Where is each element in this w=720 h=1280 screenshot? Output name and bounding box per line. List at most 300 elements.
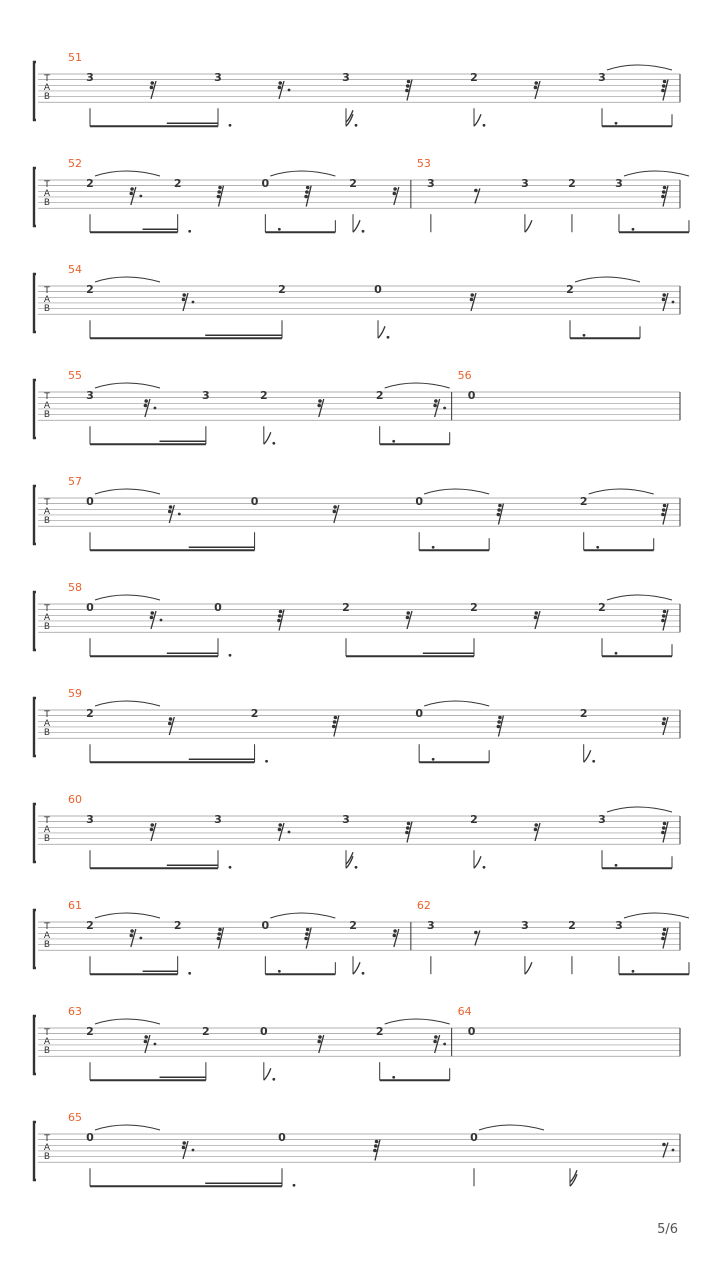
fret-number: 3 [427, 177, 435, 190]
tie-arc [95, 1019, 160, 1024]
tab-clef-letter: B [43, 622, 51, 632]
tie-arc [95, 277, 160, 282]
rest-flag [434, 399, 438, 403]
rest-flag [168, 510, 172, 514]
measure-number: 62 [416, 899, 431, 912]
rest-flag [374, 1144, 378, 1148]
rest-flag [662, 84, 666, 88]
tie-arc [270, 171, 335, 176]
rest-flag [306, 928, 310, 932]
rest-flag [169, 505, 173, 509]
rest-flag [498, 504, 502, 508]
duration-dot [362, 230, 365, 233]
rest-flag [407, 80, 411, 84]
tab-clef-letter: B [43, 940, 51, 950]
fret-number: 2 [470, 71, 478, 84]
fret-number: 2 [342, 601, 350, 614]
fret-number: 2 [568, 919, 576, 932]
duration-dot [432, 758, 435, 761]
fret-number: 0 [86, 1131, 94, 1144]
fret-number: 2 [349, 919, 357, 932]
staff-system [34, 581, 680, 657]
tie-arc [607, 595, 672, 600]
rest-flag [662, 508, 666, 512]
fret-number: 3 [214, 813, 222, 826]
staff-system [34, 687, 680, 763]
rest-flag [406, 611, 410, 615]
staff-system [34, 369, 680, 445]
rest-flag [498, 716, 502, 720]
system-bracket [34, 486, 36, 544]
note-flag [264, 1068, 271, 1080]
rest-flag [278, 86, 282, 90]
tab-clef-letter: T [44, 74, 50, 84]
staff-system [34, 475, 680, 550]
tab-clef-letter: B [43, 1152, 51, 1162]
duration-dot [596, 546, 599, 549]
fret-number: 0 [467, 1025, 476, 1038]
rest-flag [182, 298, 186, 302]
fret-number: 3 [598, 813, 606, 826]
rest-flag [218, 928, 222, 932]
measure-number: 53 [416, 157, 431, 170]
staff-system [34, 51, 680, 127]
rest-flag [182, 1146, 186, 1150]
duration-dot [265, 760, 268, 763]
tab-clef-letter: A [43, 719, 51, 729]
rest-flag [433, 1040, 437, 1044]
duration-dot [229, 654, 232, 657]
rest-flag [150, 611, 154, 615]
rest-flag [662, 1143, 666, 1147]
tab-clef-letter: T [44, 286, 50, 296]
fret-number: 2 [349, 177, 357, 190]
tie-arc [95, 383, 160, 388]
rest-flag [129, 192, 133, 196]
rest-flag [168, 722, 172, 726]
rest-flag [662, 932, 666, 936]
rest-flag [144, 404, 148, 408]
duration-dot [355, 866, 358, 869]
rest-flag [406, 84, 410, 88]
fret-number: 2 [86, 707, 94, 720]
fret-number: 3 [342, 71, 350, 84]
rest-flag [497, 513, 501, 517]
system-bracket [34, 910, 36, 968]
fret-number: 2 [86, 177, 94, 190]
tie-arc [95, 489, 160, 494]
tab-clef-letter: T [44, 1134, 50, 1144]
fret-number: 3 [598, 71, 606, 84]
rest-flag [217, 195, 221, 199]
tab-clef-letter: B [43, 198, 51, 208]
rest-flag [497, 508, 501, 512]
note-flag [584, 750, 591, 762]
note-flag [525, 962, 532, 974]
rest-flag [661, 513, 665, 517]
measure-number: 55 [68, 369, 82, 382]
rest-flag [663, 610, 667, 614]
fret-number: 3 [521, 919, 529, 932]
duration-dot [278, 970, 281, 973]
rest-flag [407, 822, 411, 826]
tab-clef-letter: B [43, 92, 51, 102]
rest-dot [178, 513, 181, 516]
fret-number: 2 [470, 601, 478, 614]
fret-number: 2 [375, 389, 384, 402]
rest-flag [661, 195, 665, 199]
fret-number: 2 [568, 177, 576, 190]
rest-dot [672, 1149, 675, 1152]
tab-clef-letter: A [43, 825, 51, 835]
duration-dot [392, 440, 395, 443]
duration-dot [392, 1076, 395, 1079]
rest-flag [393, 929, 397, 933]
duration-dot [272, 1078, 275, 1081]
rest-flag [218, 186, 222, 190]
duration-dot [632, 228, 635, 231]
rest-flag [130, 929, 134, 933]
rest-flag [663, 928, 667, 932]
rest-flag [663, 822, 667, 826]
staff-system [34, 899, 689, 975]
rest-flag [470, 298, 474, 302]
fret-number: 3 [214, 71, 222, 84]
rest-dot [288, 89, 291, 92]
rest-flag [474, 931, 478, 935]
duration-dot [272, 442, 275, 445]
rest-flag [217, 190, 221, 194]
rest-flag [318, 1035, 322, 1039]
rest-flag [534, 611, 538, 615]
rest-flag [304, 937, 308, 941]
tie-arc [270, 913, 335, 918]
rest-flag [375, 1140, 379, 1144]
tie-arc [589, 489, 654, 494]
rest-flag [333, 720, 337, 724]
fret-number: 2 [250, 707, 259, 720]
fret-number: 3 [86, 71, 94, 84]
fret-number: 3 [615, 919, 623, 932]
fret-number: 2 [579, 495, 588, 508]
rest-flag [278, 81, 282, 85]
rest-flag [534, 823, 538, 827]
rest-flag [130, 187, 134, 191]
fret-number: 3 [202, 389, 210, 402]
system-bracket [34, 62, 36, 120]
measure-number: 54 [68, 263, 82, 276]
tie-arc [95, 1125, 160, 1130]
measure-number: 61 [68, 899, 82, 912]
rest-dot [154, 1043, 157, 1046]
rest-dot [139, 195, 142, 198]
system-bracket [34, 1016, 36, 1074]
staff-system [34, 793, 680, 869]
rest-flag [497, 720, 501, 724]
note-flag [353, 962, 360, 974]
rest-flag [278, 614, 282, 618]
tie-arc [95, 701, 160, 706]
rest-flag [334, 716, 338, 720]
tie-arc [95, 913, 160, 918]
rest-flag [470, 293, 474, 297]
rest-dot [160, 619, 163, 622]
note-flag [353, 220, 360, 232]
fret-number: 0 [261, 919, 270, 932]
tie-arc [95, 595, 160, 600]
tab-clef-letter: A [43, 931, 51, 941]
rest-flag [474, 189, 478, 193]
rest-flag [433, 404, 437, 408]
note-flag [525, 220, 532, 232]
rest-flag [333, 510, 337, 514]
measure-number: 57 [68, 475, 82, 488]
rest-flag [144, 1035, 148, 1039]
tab-clef-letter: A [43, 295, 51, 305]
tab-clef-letter: B [43, 516, 51, 526]
rest-dot [443, 1043, 446, 1046]
rest-flag [169, 717, 173, 721]
rest-dot [192, 1149, 195, 1152]
measure-number: 64 [457, 1005, 472, 1018]
tie-arc [624, 171, 689, 176]
note-flag [264, 432, 271, 444]
rest-flag [661, 89, 665, 93]
rest-flag [144, 399, 148, 403]
tie-arc [424, 489, 489, 494]
rest-dot [154, 407, 157, 410]
rest-flag [405, 89, 409, 93]
system-bracket [34, 592, 36, 650]
tie-arc [607, 65, 672, 70]
rest-flag [150, 81, 154, 85]
tab-clef-letter: A [43, 401, 51, 411]
staff-system [34, 263, 680, 339]
fret-number: 0 [86, 495, 94, 508]
system-bracket [34, 380, 36, 438]
duration-dot [615, 864, 618, 867]
tie-arc [607, 807, 672, 812]
fret-number: 0 [415, 495, 423, 508]
fret-number: 3 [521, 177, 529, 190]
duration-dot [632, 970, 635, 973]
rest-flag [150, 823, 154, 827]
tab-clef-letter: T [44, 604, 50, 614]
duration-dot [615, 652, 618, 655]
fret-number: 2 [86, 919, 94, 932]
rest-flag [406, 826, 410, 830]
tab-clef-letter: T [44, 498, 50, 508]
fret-number: 0 [86, 601, 94, 614]
rest-flag [661, 831, 665, 835]
duration-dot [229, 124, 232, 127]
rest-flag [217, 932, 221, 936]
rest-dot [288, 831, 291, 834]
system-bracket [34, 698, 36, 756]
fret-number: 3 [86, 389, 94, 402]
tab-clef-letter: B [43, 304, 51, 314]
rest-flag [663, 80, 667, 84]
rest-flag [150, 616, 154, 620]
fret-number: 3 [86, 813, 94, 826]
fret-number: 3 [427, 919, 435, 932]
fret-number: 2 [202, 1025, 210, 1038]
rest-flag [129, 934, 133, 938]
rest-flag [662, 190, 666, 194]
staff-system [34, 157, 689, 233]
tie-arc [575, 277, 640, 282]
fret-number: 0 [374, 283, 382, 296]
rest-flag [144, 1040, 148, 1044]
measure-number: 58 [68, 581, 82, 594]
tab-clef-letter: A [43, 613, 51, 623]
fret-number: 2 [259, 389, 268, 402]
rest-flag [278, 823, 282, 827]
fret-number: 0 [250, 495, 259, 508]
tie-arc [479, 1125, 544, 1130]
fret-number: 3 [342, 813, 350, 826]
rest-flag [661, 619, 665, 623]
rest-flag [534, 828, 538, 832]
note-flag [378, 326, 385, 338]
note-flag [474, 856, 481, 868]
tab-clef-letter: T [44, 922, 50, 932]
tab-clef-letter: T [44, 1028, 50, 1038]
fret-number: 0 [261, 177, 270, 190]
fret-number: 0 [259, 1025, 268, 1038]
rest-dot [443, 407, 446, 410]
tab-clef-letter: A [43, 83, 51, 93]
tab-clef-letter: B [43, 1046, 51, 1056]
rest-dot [192, 301, 195, 304]
rest-flag [279, 610, 283, 614]
measure-number: 60 [68, 793, 82, 806]
staff-system [34, 1005, 680, 1081]
tab-clef-letter: A [43, 189, 51, 199]
rest-flag [393, 187, 397, 191]
tie-arc [624, 913, 689, 918]
tab-clef-letter: T [44, 710, 50, 720]
fret-number: 0 [214, 601, 222, 614]
duration-dot [483, 866, 486, 869]
measure-number: 63 [68, 1005, 82, 1018]
rest-flag [534, 616, 538, 620]
duration-dot [293, 1184, 296, 1187]
duration-dot [188, 972, 191, 975]
system-bracket [34, 168, 36, 226]
rest-dot [672, 301, 675, 304]
fret-number: 0 [278, 1131, 286, 1144]
duration-dot [355, 124, 358, 127]
rest-flag [333, 505, 337, 509]
fret-number: 0 [470, 1131, 478, 1144]
duration-dot [387, 336, 390, 339]
fret-number: 2 [598, 601, 606, 614]
fret-number: 2 [86, 1025, 94, 1038]
rest-flag [317, 404, 321, 408]
rest-flag [182, 1141, 186, 1145]
duration-dot [432, 546, 435, 549]
rest-flag [277, 619, 281, 623]
duration-dot [615, 122, 618, 125]
tab-clef-letter: A [43, 507, 51, 517]
page-number: 5/6 [657, 1222, 678, 1237]
rest-flag [662, 722, 666, 726]
rest-flag [305, 932, 309, 936]
rest-flag [434, 1035, 438, 1039]
duration-dot [362, 972, 365, 975]
measure-number: 51 [68, 51, 82, 64]
rest-flag [150, 828, 154, 832]
tie-arc [385, 1019, 450, 1024]
measure-number: 52 [68, 157, 82, 170]
rest-flag [306, 186, 310, 190]
rest-flag [663, 504, 667, 508]
fret-number: 0 [467, 389, 476, 402]
rest-flag [662, 826, 666, 830]
rest-flag [217, 937, 221, 941]
fret-number: 2 [173, 177, 182, 190]
system-bracket [34, 1122, 36, 1180]
staff-system [34, 1111, 680, 1187]
fret-number: 0 [415, 707, 423, 720]
rest-flag [393, 192, 397, 196]
rest-flag [406, 616, 410, 620]
rest-flag [305, 190, 309, 194]
rest-flag [534, 86, 538, 90]
duration-dot [483, 124, 486, 127]
duration-dot [278, 228, 281, 231]
system-bracket [34, 274, 36, 332]
fret-number: 2 [579, 707, 588, 720]
tab-clef-letter: T [44, 816, 50, 826]
fret-number: 2 [470, 813, 478, 826]
tab-clef-letter: T [44, 180, 50, 190]
duration-dot [583, 334, 586, 337]
measure-number: 59 [68, 687, 82, 700]
tab-clef-letter: B [43, 728, 51, 738]
rest-flag [662, 614, 666, 618]
measure-number: 65 [68, 1111, 82, 1124]
rest-flag [662, 293, 666, 297]
rest-flag [318, 399, 322, 403]
fret-number: 2 [173, 919, 182, 932]
rest-flag [662, 298, 666, 302]
rest-flag [332, 725, 336, 729]
rest-flag [497, 725, 501, 729]
tab-clef-letter: B [43, 410, 51, 420]
rest-flag [182, 293, 186, 297]
rest-flag [373, 1149, 377, 1153]
fret-number: 2 [375, 1025, 384, 1038]
duration-dot [188, 230, 191, 233]
rest-flag [317, 1040, 321, 1044]
fret-number: 2 [566, 283, 574, 296]
rest-flag [661, 937, 665, 941]
duration-dot [592, 760, 595, 763]
duration-dot [229, 866, 232, 869]
tie-arc [95, 171, 160, 176]
measure-number: 56 [457, 369, 472, 382]
rest-flag [304, 195, 308, 199]
rest-flag [278, 828, 282, 832]
rest-dot [139, 937, 142, 940]
fret-number: 2 [86, 283, 94, 296]
tab-clef-letter: T [44, 392, 50, 402]
tie-arc [424, 701, 489, 706]
rest-flag [662, 717, 666, 721]
fret-number: 3 [615, 177, 623, 190]
